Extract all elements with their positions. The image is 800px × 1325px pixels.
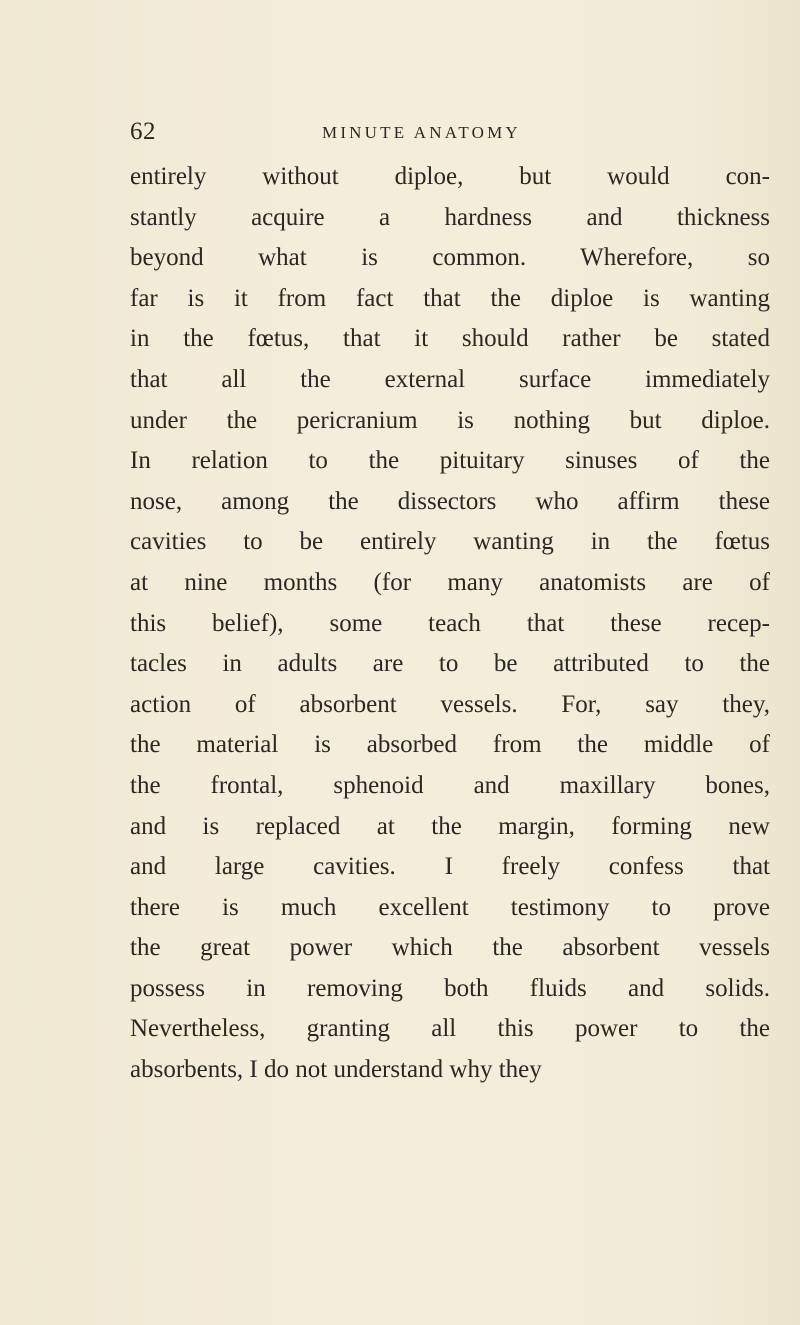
text-line: in the fœtus, that it should rather be stated [130,325,770,353]
text-line: action of absorbent vessels. For, say they, [130,690,770,718]
text-line: Nevertheless, granting all this power to the [130,1015,770,1043]
text-line: possess in removing both fluids and solids. [130,974,770,1002]
text-line: this belief), some teach that these recep- [130,609,770,637]
text-line: cavities to be entirely wanting in the fœtus [130,528,770,556]
text-line: and is replaced at the margin, forming new [130,812,770,840]
text-line: nose, among the dissectors who affirm these [130,487,770,515]
text-line: the material is absorbed from the middle of [130,731,770,759]
text-line: absorbents, I do not understand why they [130,1056,542,1084]
text-line: tacles in adults are to be attributed to the [130,650,770,678]
text-line: there is much excellent testimony to prove [130,893,770,921]
text-line: the great power which the absorbent vessels [130,934,770,962]
text-line: In relation to the pituitary sinuses of the [130,447,770,475]
text-line: stantly acquire a hardness and thickness [130,203,770,231]
text-line: beyond what is common. Wherefore, so [130,244,770,272]
text-line: at nine months (for many anatomists are of [130,568,770,596]
body-text [130,157,770,1091]
running-head: MINUTE ANATOMY [322,123,521,142]
page-header [130,118,770,148]
text-line: entirely without diploe, but would con- [130,163,770,190]
text-line: far is it from fact that the diploe is wanting [130,284,770,312]
text-line: and large cavities. I freely confess that [130,853,770,881]
text-line: that all the external surface immediately [130,365,770,393]
text-line: the frontal, sphenoid and maxillary bones, [130,771,770,799]
text-line: under the pericranium is nothing but diploe. [130,406,770,434]
page-number: 62 [130,118,156,145]
